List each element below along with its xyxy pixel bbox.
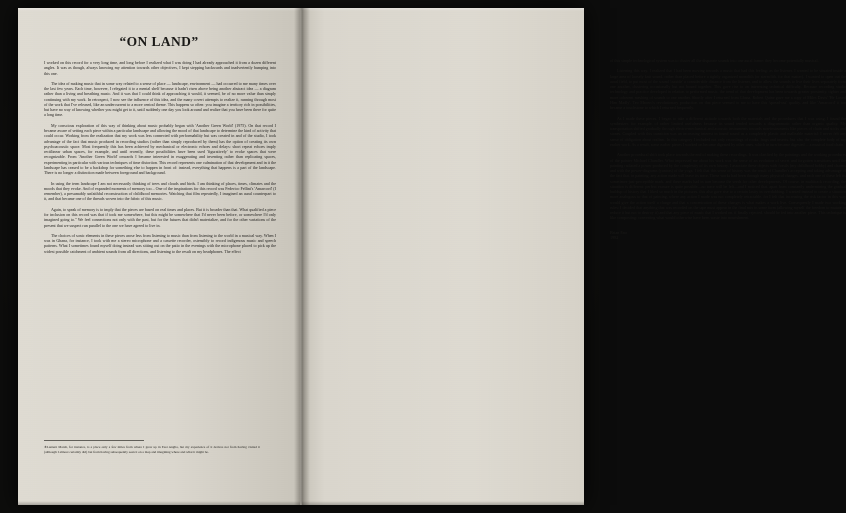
signature-name: Brian Eno	[610, 229, 628, 235]
page-title: “ON LAND”	[119, 34, 199, 49]
signature	[610, 230, 846, 241]
paragraph: Again, to speak of memory is to imply that the pieces are based on real times and places. But it is broader than that. What qualified a piece for inclusion on this record was that if took me somewhere, but this might be somewhere that I'd never been before, or somewhere I'd only imagined going to." We feel connections not only with the past, but for the futures that didn't materialize, and for the other variations of the present that we suspect run parallel to the one we have agreed to live in.	[44, 206, 276, 228]
footnote-divider	[44, 440, 144, 441]
open-booklet	[18, 8, 846, 505]
paragraph: The choices of sonic elements in these pieces arose less from listening to music than from listening to the world in a musical way. When I was in Ghana, for instance, I took with me a stereo microphone and a cassette recorder, ostensibly to record indigenous music and speech patterns. What I sometimes found myself doing instead was sitting out on the patio in the evenings with the microphone placed to pick up the widest possible catchment of ambient sounds from all directions, and listening to the result on my headphones. The effect	[44, 232, 276, 254]
footnote: ∗Lantern Marsh, for instance, is a place only a few miles from where I grew up in East Anglia, but my experience of it derives not from having visited it (although I almost certainly did) but from having subsequently seen it on a map and imagining where and what it might be.	[44, 445, 260, 454]
page-bottom-shadow	[302, 501, 584, 505]
paragraph: I worked on this record for a very long time, and long before I realized what I was doing I had already approached it from a dozen different angles. It was as though, always knowing my attention towards other objectives, I kept stepping backwards and inadvertently bumping into this one.	[44, 60, 276, 76]
left-page-body	[44, 60, 276, 259]
left-page	[18, 8, 300, 505]
paragraph: The idea of making music that in some way related to a sense of place — landscape, environment — had occurred to me many times over the last few years. Each time, however, I relegated it to a mental shelf because it hadn't risen above being another abstract idea — a diagram rather than a living and breathing music. And it was that I could think of approaching it would, it seemed, be of no more value than simply continuing with my work. In retrospect, I now see the influence of this idea, and the many covert attempts to realize it, running through most of the work that I've released, like an undercurrent to a more central theme. This happens so often: you imagine a territory rich in possibilities, but have no way of knowing whether you might get to it, until suddenly one day you look around and realize that you have been there for quite a long time.	[44, 80, 276, 118]
page-bottom-shadow	[18, 501, 300, 505]
page-edge-highlight	[18, 8, 300, 11]
paragraph: My conscious exploration of this way of thinking about music probably began with 'Another Green World' (1975). On that record I became aware of setting each piece within a particular landscape and allowing the mood of that landscape to determine the kind of activity that could occur. Working from the realization that my work was less connected with performability but was created in and of the studio, I took advantage of the fact that music produced in recording studios (rather than simply reproduced by them) has the option of creating its own psychoacoustic space. Most frequently this has been achieved by mechanical or electronic echoes and delays: short repeat echoes imply rectilinear urban spaces, for example, and until recently, these possibilities have been used 'figuratively' to evoke spaces that were recognizable. From 'Another Green World' onwards I became interested in exaggerating and inventing rather than replicating spaces, experimenting in particular with various techniques of time distortion. This record represents one culmination of that development and in it the landscape has ceased to be a backdrop for something else to happen in front of: instead, everything that happens is a part of the landscape. There is no longer a distinction made between foreground and background.	[44, 122, 276, 176]
paragraph: In using the term landscape I am not necessarily thinking of trees and clouds and birds. I am thinking of places, times, climates and the moods that they evoke. And of expanded moments of memory too... One of the inspirations for this record was Federico Fellini's 'Amarcord' (I remember), a presumably unfaithful reconstruction of childhood memories. Watching that film repeatedly, I imagined an aural counterpart to it, and that became one of the threads woven into the fabric of this music.	[44, 180, 276, 202]
right-page	[302, 8, 846, 505]
paragraph: As I made these pieces, I began to take a different attitude towards both the materials and the procedures that I was using. I found the synthesizer, for example, of rather limited usefulness because its sound tended towards a diagrammatic rather than organic quality. My transportation shifted gradually through electro-mechanical and acoustic instruments towards non-instruments like pieces of chain and sticks and stones. Coupled with this transition was an increasing interest in found sound as a completely plastic and malleable material: I never felt any sense of obligation about realism. In this category I included not only recordings of rooks, frogs and insects, but also the complete body of my earlier work. As a result, some earlier pieces I worked on became digested by other ones, which in turn became digested ... a musical food chain.	[610, 115, 846, 147]
page-edge-highlight	[302, 8, 584, 11]
signature-year: 1982	[610, 235, 619, 241]
paragraph: Listening this way, I realized that I had been moving towards a music that had this feeling: as the listener, I wanted to be situated inside a large area of loosely knit sound, rather than placed before a tightly organized monolith (or stereolith, for that matter). I wanted to open out the aural field, to put most of the sound 'outside' a considerable distance from the listener, and to allow the sounds to live their lives separately from one another, clustering occasionally but not bound together. This gave rise to an interesting technical difficulty. Because recording studio technology and practice developed in relation to performed music, the trend of that development has been towards greater proximity, tighter and more coherent meshing of sounds to one another. Shortly after I returned from Ghana, Robert Quine gave me a copy of Miles Davis' 'He Loved Him Madly', Teo Macero's revolutionary production on that piece seemed to me to have this 'spread-out' quality, and like 'Amarcord' it too became a touchstone to which I returned frequently.	[610, 68, 846, 111]
paragraph: of this simple technological system was to cluster all the disparate sounds into one aural frame: they become potentially musical.	[610, 58, 819, 63]
paragraph: Another procedural shift took place towards the end of making these recordings. It was clarified by the paintings and the working procedures of the painter Michael Chandler. What impressed me about his work was the sense of an evolution of secret and forgotten transitions until the painting radiated a power produced by the complexity of its own history. I associate these objects with fossils (my childhood hobby) and charms and with the power-diagrams (yantras) of the yoga. I felt that this sense of history was the result of Chandler's accepting and taking advantage of the fact that, in painting, any action made will leave its trace. These works had been through many physical changes, and each one of these left its sometimes-just-perceptible mark, and these marks had in turn become the seeds for other developments. Of course, in multitrack recording, the situation is different: perfect erasure is quite possible—no trace will be left—and I noticed that, apart from constantly undermining the gradual buildup of history that I liked so much in the pictures, this also gave rise to a certain laxity in overdubbing. I wanted instead to create a situation more analogous to that of painting, where any action I made was not completely retractable, for I felt that increasing the risk factor in this way would give the action itself a charge and that a concentration of these changes is what makes a work live. Consequently I made two working rules: I decided that anything that was recorded on the tape must appear in the final mix in some form (allowing myself the freedom to mutate or reduce it but not to destroy it) and that any piece of music that I worked on, if finally rejected, should be fed into another piece. This technique is like composting: converting what would otherwise have been waste into nourishment.	[610, 152, 846, 221]
right-page-body	[610, 58, 846, 241]
